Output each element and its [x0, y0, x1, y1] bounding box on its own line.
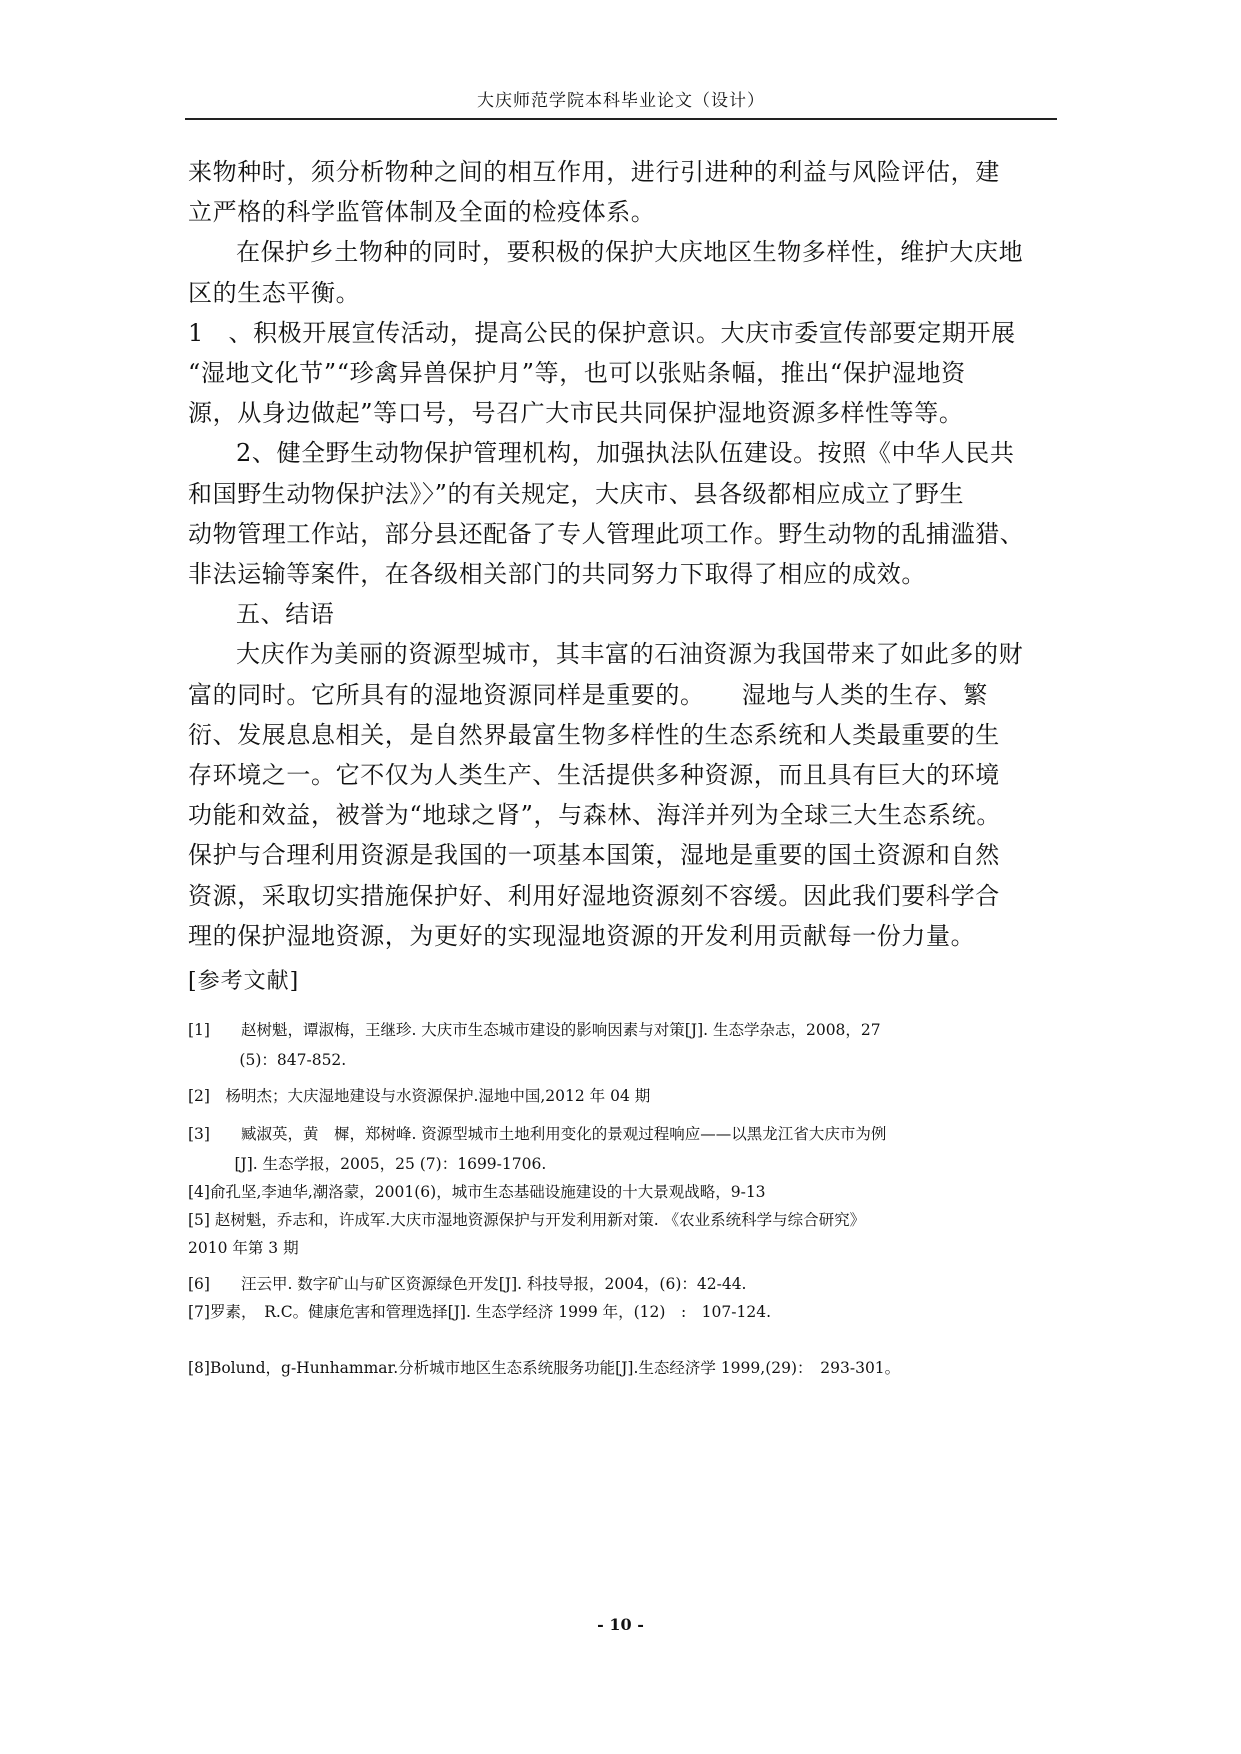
body-line: 功能和效益，被誉为“地球之肾”，与森林、海洋并列为全球三大生态系统。 — [188, 801, 1001, 830]
reference-item — [188, 1206, 1068, 1262]
reference-line: [7]罗素， R.C。健康危害和管理选择[J]. 生态学经济 1999 年，(12) : 107-124. — [188, 1303, 771, 1321]
body-line: 非法运输等案件，在各级相关部门的共同努力下取得了相应的成效。 — [188, 560, 926, 589]
reference-line: [3] 臧淑英，黄 樨，郑树峰. 资源型城市土地利用变化的景观过程响应——以黑龙江省大庆市为例 — [188, 1125, 887, 1143]
reference-line: [6] 汪云甲. 数字矿山与矿区资源绿色开发[J]. 科技导报，2004，(6)：42-44. — [188, 1275, 747, 1293]
reference-line: [2] 杨明杰；大庆湿地建设与水资源保护.湿地中国,2012 年 04 期 — [188, 1087, 651, 1105]
body-line: 2、健全野生动物保护管理机构，加强执法队伍建设。按照《中华人民共 — [236, 439, 1015, 468]
reference-line: [5] 赵树魁，乔志和，许成军.大庆市湿地资源保护与开发利用新对策. 《农业系统科学与综合研究》 — [188, 1211, 866, 1229]
page-header — [185, 88, 1057, 120]
reference-line: [4]俞孔坚,李迪华,潮洛蒙，2001(6)，城市生态基础设施建设的十大景观战略，9-13 — [188, 1183, 766, 1201]
reference-item — [188, 1119, 1068, 1179]
body-line: 和国野生动物保护法》〉”的有关规定，大庆市、县各级都相应成立了野生 — [188, 479, 965, 508]
body-line: 1 、积极开展宣传活动，提高公民的保护意识。大庆市委宣传部要定期开展 — [188, 318, 1016, 347]
reference-line: [8]Bolund，g-Hunhammar.分析城市地区生态系统服务功能[J].生态经济学 1999,(29)： 293-301。 — [188, 1359, 901, 1377]
body-line: 存环境之一。它不仅为人类生产、生活提供多种资源，而且具有巨大的环境 — [188, 761, 1000, 790]
reference-line: [1] 赵树魁，谭淑梅，王继珍. 大庆市生态城市建设的影响因素与对策[J]. 生态学杂志，2008，27 — [188, 1021, 881, 1039]
body-line: 理的保护湿地资源，为更好的实现湿地资源的开发利用贡献每一份力量。 — [188, 921, 976, 950]
body-line: 在保护乡土物种的同时，要积极的保护大庆地区生物多样性，维护大庆地 — [236, 238, 1024, 267]
body-line: 保护与合理利用资源是我国的一项基本国策，湿地是重要的国土资源和自然 — [188, 841, 1000, 870]
body-line: 富的同时。它所具有的湿地资源同样是重要的。 湿地与人类的生存、繁 — [188, 680, 988, 709]
reference-line: [J]. 生态学报，2005，25 (7)：1699-1706. — [188, 1155, 547, 1173]
header-title: 大庆师范学院本科毕业论文（设计） — [477, 91, 765, 111]
body-line: 大庆作为美丽的资源型城市，其丰富的石油资源为我国带来了如此多的财 — [236, 640, 1024, 669]
body-line: 衍、发展息息相关，是自然界最富生物多样性的生态系统和人类最重要的生 — [188, 720, 1000, 749]
section-heading: 五、结语 — [236, 600, 335, 629]
body-line: 立严格的科学监管体制及全面的检疫体系。 — [188, 198, 656, 227]
body-line: 资源，采取切实措施保护好、利用好湿地资源刻不容缓。因此我们要科学合 — [188, 881, 1000, 910]
body-line: 区的生态平衡。 — [188, 278, 361, 307]
reference-item — [188, 1015, 1068, 1075]
reference-item — [188, 1298, 1068, 1326]
reference-item — [188, 1354, 1068, 1382]
body-line: 源，从身边做起”等口号，号召广大市民共同保护湿地资源多样性等等。 — [188, 399, 964, 428]
body-text — [188, 152, 1060, 956]
reference-line: 2010 年第 3 期 — [188, 1239, 299, 1257]
reference-line: (5)：847-852. — [188, 1051, 347, 1069]
references-heading: [参考文献] — [188, 969, 300, 994]
body-line: 动物管理工作站，部分县还配备了专人管理此项工作。野生动物的乱捕滥猎、 — [188, 519, 1025, 548]
page-number: - 10 - — [597, 1615, 644, 1634]
reference-item — [188, 1270, 1068, 1298]
references-section — [188, 964, 1068, 1382]
body-line: “湿地文化节”“珍禽异兽保护月”等，也可以张贴条幅，推出“保护湿地资 — [188, 359, 966, 388]
body-line: 来物种时，须分析物种之间的相互作用，进行引进种的利益与风险评估，建 — [188, 158, 1000, 186]
reference-item — [188, 1179, 1068, 1206]
reference-item — [188, 1081, 1068, 1111]
